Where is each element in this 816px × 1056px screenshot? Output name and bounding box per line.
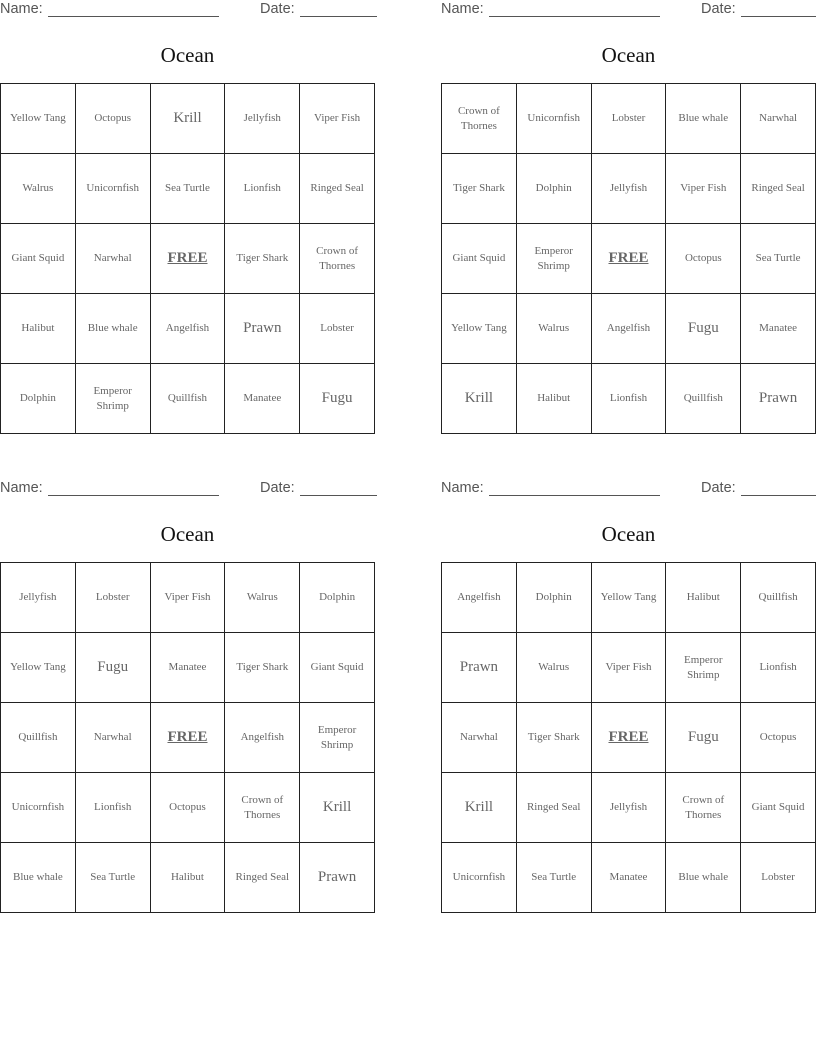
bingo-cell-text: Lobster (320, 322, 354, 334)
bingo-cell[interactable] (741, 154, 816, 224)
bingo-cell[interactable] (1, 364, 76, 434)
bingo-cell[interactable] (592, 563, 667, 633)
bingo-cell[interactable] (442, 364, 517, 434)
bingo-cell[interactable] (442, 773, 517, 843)
name-field[interactable] (0, 1, 219, 17)
bingo-cell-text: Lobster (611, 112, 646, 124)
bingo-cell[interactable] (592, 154, 667, 224)
bingo-cell-text: Octopus (94, 112, 132, 124)
bingo-cell-text: Blue whale (678, 112, 729, 124)
bingo-cell-text: Manatee (609, 871, 648, 883)
bingo-cell[interactable] (225, 294, 300, 364)
bingo-cell[interactable] (1, 84, 76, 154)
name-label: Name: (0, 1, 43, 17)
bingo-cell-text: Tiger Shark (452, 182, 505, 194)
bingo-cell-text: Walrus (246, 591, 278, 603)
bingo-cell-text: Yellow Tang (10, 661, 66, 673)
name-label: Name: (441, 480, 484, 496)
bingo-cell-text: Emperor Shrimp (317, 723, 357, 751)
bingo-cell-text: Giant Squid (751, 801, 805, 813)
bingo-cell[interactable] (442, 843, 517, 913)
name-label: Name: (0, 480, 43, 496)
bingo-cell-text: Tiger Shark (236, 252, 289, 264)
name-field[interactable] (0, 480, 219, 496)
bingo-cell-text: Ringed Seal (235, 871, 290, 883)
bingo-cell-text: Viper Fish (314, 112, 361, 124)
bingo-cell-text: Giant Squid (11, 252, 65, 264)
bingo-cell-text: Dolphin (535, 182, 572, 194)
bingo-cell[interactable] (517, 773, 592, 843)
bingo-cell[interactable] (76, 224, 151, 294)
bingo-cell-text: Angelfish (240, 731, 284, 743)
bingo-cell[interactable] (151, 563, 226, 633)
bingo-cell[interactable] (225, 364, 300, 434)
bingo-cell[interactable] (300, 843, 375, 913)
bingo-cell[interactable] (151, 364, 226, 434)
bingo-cell[interactable] (225, 84, 300, 154)
bingo-cell-text: Prawn (317, 869, 357, 885)
bingo-cell[interactable] (666, 294, 741, 364)
bingo-cell-text: Fugu (687, 320, 719, 336)
bingo-cell[interactable] (592, 843, 667, 913)
bingo-cell-text: Fugu (321, 390, 353, 406)
bingo-cell[interactable] (151, 294, 226, 364)
bingo-cell[interactable] (666, 84, 741, 154)
bingo-cell[interactable] (741, 364, 816, 434)
bingo-cell[interactable] (225, 154, 300, 224)
bingo-cell[interactable] (225, 633, 300, 703)
bingo-cell[interactable] (300, 773, 375, 843)
bingo-cell-text: Halibut (686, 591, 720, 603)
bingo-cell[interactable] (225, 843, 300, 913)
bingo-cell-text: Emperor Shrimp (684, 653, 723, 681)
bingo-cell[interactable] (741, 563, 816, 633)
bingo-cell-text: Lobster (761, 871, 795, 883)
bingo-cell-text: Walrus (22, 182, 54, 194)
bingo-cell-text: Crown of Thornes (241, 793, 284, 821)
bingo-cell[interactable] (225, 773, 300, 843)
bingo-cell-text: Angelfish (165, 322, 210, 334)
bingo-cell-text: Blue whale (13, 871, 63, 883)
date-label: Date: (260, 1, 295, 17)
bingo-cell[interactable] (1, 843, 76, 913)
date-field[interactable] (701, 1, 816, 17)
bingo-cell[interactable] (300, 84, 375, 154)
bingo-cell[interactable] (517, 84, 592, 154)
bingo-card (0, 0, 375, 412)
bingo-cell[interactable] (76, 633, 151, 703)
bingo-grid (441, 83, 816, 434)
date-label: Date: (260, 480, 295, 496)
date-label: Date: (701, 480, 736, 496)
bingo-cell[interactable] (300, 294, 375, 364)
bingo-cell-text: Viper Fish (680, 182, 727, 194)
bingo-cell-text: Giant Squid (452, 252, 506, 264)
bingo-cell-text: Quillfish (758, 591, 798, 603)
bingo-cell[interactable] (741, 773, 816, 843)
bingo-cell-text: Jellyfish (609, 182, 648, 194)
bingo-cell[interactable] (666, 703, 741, 773)
free-space-cell[interactable] (592, 224, 667, 294)
bingo-cell-text: Unicornfish (86, 182, 139, 194)
bingo-cell-text: Krill (464, 799, 494, 815)
bingo-cell-text: Jellyfish (609, 801, 648, 813)
card-title: Ocean (160, 43, 215, 67)
bingo-cell-text: Crown of Thornes (316, 244, 359, 272)
bingo-cell-text: Ringed Seal (526, 801, 581, 813)
bingo-cell-text: Yellow Tang (451, 322, 507, 334)
bingo-cell-text: Emperor Shrimp (93, 384, 132, 412)
bingo-cell-text: Jellyfish (243, 112, 281, 124)
bingo-cell[interactable] (517, 633, 592, 703)
bingo-cell-text: Dolphin (319, 591, 356, 603)
bingo-card (441, 0, 816, 406)
bingo-cell[interactable] (300, 703, 375, 773)
bingo-cell-text: Halibut (537, 392, 571, 404)
bingo-cell-text: Fugu (687, 729, 719, 745)
bingo-cell-text: Tiger Shark (527, 731, 580, 743)
date-blank-line (741, 2, 816, 17)
bingo-cell-text: Giant Squid (310, 661, 364, 673)
bingo-cell[interactable] (225, 563, 300, 633)
bingo-cell[interactable] (76, 703, 151, 773)
bingo-cell[interactable] (666, 224, 741, 294)
bingo-cell[interactable] (442, 563, 517, 633)
bingo-cell-text: Octopus (169, 801, 206, 813)
bingo-cell-text: Dolphin (535, 591, 572, 603)
card-header-fields (0, 479, 375, 501)
bingo-cell[interactable] (741, 84, 816, 154)
bingo-cell-text: Blue whale (87, 322, 138, 334)
bingo-cell-text: Lionfish (609, 392, 648, 404)
bingo-cell-text: Sea Turtle (755, 252, 801, 264)
bingo-card (441, 479, 816, 883)
bingo-cell[interactable] (76, 563, 151, 633)
bingo-cell-text: Angelfish (457, 591, 501, 603)
bingo-cell[interactable] (517, 294, 592, 364)
free-space-cell[interactable] (592, 703, 667, 773)
bingo-cell-text: Emperor Shrimp (534, 244, 573, 272)
card-title: Ocean (601, 43, 656, 67)
bingo-cell-text: Narwhal (759, 112, 798, 124)
bingo-cell-text: Lionfish (759, 661, 797, 673)
bingo-cell[interactable] (225, 703, 300, 773)
name-blank-line (489, 2, 660, 17)
bingo-cell-text: Yellow Tang (600, 591, 657, 603)
date-label: Date: (701, 1, 736, 17)
bingo-cell-text: Krill (464, 390, 494, 406)
bingo-cell-text: Unicornfish (11, 801, 65, 813)
bingo-cell-text: Crown of Thornes (682, 793, 725, 821)
bingo-cell[interactable] (517, 364, 592, 434)
bingo-cell[interactable] (300, 364, 375, 434)
bingo-cell-text: Quillfish (18, 731, 58, 743)
bingo-cell[interactable] (592, 84, 667, 154)
bingo-grid (0, 562, 375, 913)
name-field[interactable] (441, 480, 660, 496)
bingo-cell-text: Blue whale (678, 871, 729, 883)
bingo-cell[interactable] (741, 294, 816, 364)
bingo-cell-text: Prawn (459, 659, 499, 675)
bingo-cell[interactable] (666, 843, 741, 913)
bingo-card (0, 479, 375, 885)
bingo-cell[interactable] (300, 633, 375, 703)
bingo-cell[interactable] (151, 843, 226, 913)
bingo-cell-text: Ringed Seal (310, 182, 364, 194)
bingo-cell-text: Sea Turtle (165, 182, 210, 194)
bingo-cell[interactable] (1, 703, 76, 773)
bingo-cell-text: Lionfish (243, 182, 281, 194)
date-blank-line (300, 2, 377, 17)
bingo-cell-text: Viper Fish (164, 591, 211, 603)
bingo-cell[interactable] (1, 563, 76, 633)
bingo-cell[interactable] (592, 294, 667, 364)
bingo-cell-text: Unicornfish (452, 871, 506, 883)
bingo-cell[interactable] (442, 294, 517, 364)
bingo-cell[interactable] (151, 773, 226, 843)
bingo-cell[interactable] (741, 843, 816, 913)
bingo-cell-text: Lobster (95, 591, 130, 603)
bingo-cell-text: Quillfish (167, 392, 208, 404)
bingo-cell[interactable] (76, 154, 151, 224)
bingo-cell[interactable] (517, 843, 592, 913)
bingo-cell[interactable] (76, 294, 151, 364)
bingo-cell-text: Fugu (97, 659, 129, 675)
bingo-cell-text: Jellyfish (19, 591, 57, 603)
bingo-cell-text: Angelfish (606, 322, 651, 334)
bingo-cell[interactable] (666, 633, 741, 703)
bingo-cell[interactable] (442, 84, 517, 154)
bingo-cell-text: Narwhal (459, 731, 498, 743)
bingo-cell[interactable] (76, 364, 151, 434)
bingo-cell[interactable] (1, 154, 76, 224)
bingo-cell-text: FREE (608, 729, 649, 745)
bingo-cell-text: Octopus (759, 731, 797, 743)
bingo-cell[interactable] (666, 773, 741, 843)
bingo-cell[interactable] (1, 294, 76, 364)
bingo-cell[interactable] (517, 563, 592, 633)
bingo-cell[interactable] (592, 364, 667, 434)
date-blank-line (741, 481, 816, 496)
bingo-cell-text: Sea Turtle (531, 871, 577, 883)
card-title: Ocean (601, 522, 656, 546)
bingo-cell[interactable] (741, 633, 816, 703)
bingo-cell[interactable] (666, 154, 741, 224)
bingo-cell-text: Octopus (684, 252, 722, 264)
bingo-cell[interactable] (442, 154, 517, 224)
bingo-cell[interactable] (517, 224, 592, 294)
bingo-cell-text: Halibut (21, 322, 55, 334)
bingo-cell-text: Krill (173, 110, 202, 126)
date-field[interactable] (260, 1, 377, 17)
bingo-cell-text: Tiger Shark (236, 661, 289, 673)
bingo-cell-text: FREE (167, 250, 208, 266)
name-label: Name: (441, 1, 484, 17)
bingo-cell-text: Quillfish (683, 392, 723, 404)
bingo-cell[interactable] (517, 154, 592, 224)
bingo-cell-text: Crown of Thornes (457, 104, 500, 132)
bingo-cell[interactable] (666, 563, 741, 633)
name-blank-line (48, 2, 219, 17)
bingo-cell-text: Lionfish (94, 801, 132, 813)
bingo-cell[interactable] (666, 364, 741, 434)
bingo-cell[interactable] (442, 633, 517, 703)
bingo-cell[interactable] (151, 633, 226, 703)
bingo-cell[interactable] (1, 224, 76, 294)
bingo-cell[interactable] (225, 224, 300, 294)
bingo-grid (0, 83, 375, 434)
bingo-cell[interactable] (76, 84, 151, 154)
name-blank-line (489, 481, 660, 496)
name-blank-line (48, 481, 219, 496)
bingo-cell-text: Sea Turtle (90, 871, 136, 883)
free-space-cell[interactable] (151, 703, 226, 773)
bingo-cell[interactable] (442, 703, 517, 773)
date-field[interactable] (260, 480, 377, 496)
bingo-grid (441, 562, 816, 913)
bingo-cell-text: Halibut (170, 871, 204, 883)
date-field[interactable] (701, 480, 816, 496)
bingo-cell[interactable] (1, 633, 76, 703)
bingo-cell[interactable] (741, 703, 816, 773)
free-space-cell[interactable] (151, 224, 226, 294)
name-field[interactable] (441, 1, 660, 17)
bingo-cell[interactable] (300, 563, 375, 633)
bingo-cell-text: Walrus (538, 322, 570, 334)
bingo-cell[interactable] (741, 224, 816, 294)
bingo-cell[interactable] (151, 84, 226, 154)
bingo-cell[interactable] (517, 703, 592, 773)
bingo-cell[interactable] (151, 154, 226, 224)
bingo-cell[interactable] (1, 773, 76, 843)
bingo-cell-text: Narwhal (93, 252, 132, 264)
bingo-cell[interactable] (300, 154, 375, 224)
bingo-cell-text: Krill (322, 799, 352, 815)
bingo-cell-text: Prawn (758, 390, 798, 406)
bingo-cell-text: Dolphin (19, 392, 56, 404)
bingo-cell[interactable] (592, 773, 667, 843)
bingo-cell[interactable] (592, 633, 667, 703)
bingo-cell[interactable] (442, 224, 517, 294)
card-title: Ocean (160, 522, 215, 546)
bingo-cell-text: Yellow Tang (10, 112, 66, 124)
bingo-cell-text: Manatee (168, 661, 207, 673)
bingo-cell-text: FREE (167, 729, 208, 745)
bingo-cell[interactable] (76, 843, 151, 913)
bingo-cell-text: Ringed Seal (751, 182, 805, 194)
bingo-cell-text: Walrus (538, 661, 570, 673)
bingo-cell[interactable] (300, 224, 375, 294)
card-header-fields (441, 479, 816, 501)
card-header-fields (0, 0, 375, 22)
bingo-cell-text: Manatee (243, 392, 282, 404)
bingo-cell-text: Viper Fish (605, 661, 652, 673)
card-header-fields (441, 0, 816, 22)
bingo-cell-text: Prawn (243, 320, 282, 336)
bingo-cell-text: FREE (608, 250, 649, 266)
bingo-cell-text: Manatee (759, 322, 798, 334)
bingo-cell-text: Unicornfish (527, 112, 580, 124)
date-blank-line (300, 481, 377, 496)
bingo-cell-text: Narwhal (93, 731, 132, 743)
bingo-cell[interactable] (76, 773, 151, 843)
